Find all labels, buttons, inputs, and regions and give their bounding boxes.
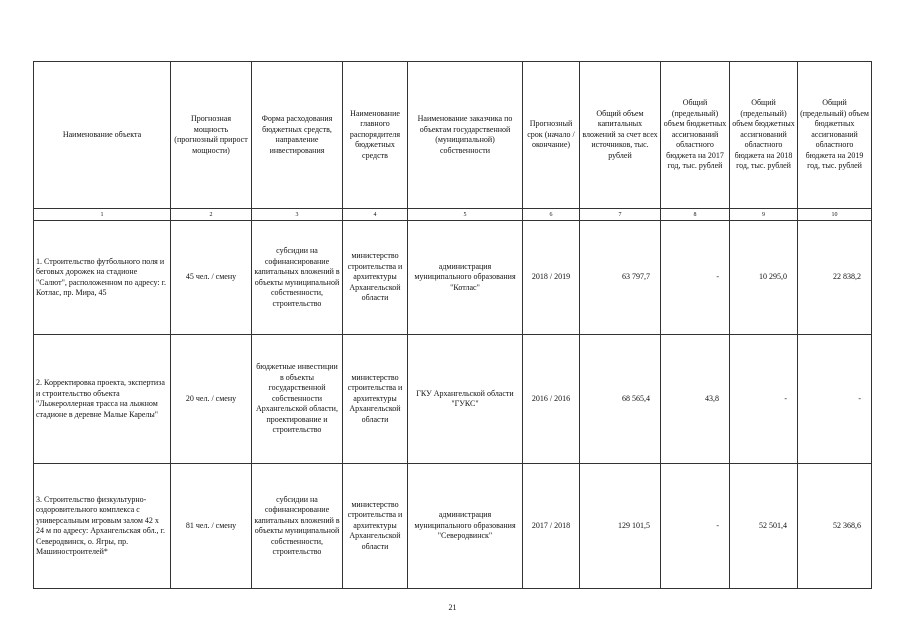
- cell-term: 2016 / 2016: [523, 335, 580, 464]
- header-term: Прогнозный срок (начало / окончание): [523, 62, 580, 209]
- capital-investment-table: [33, 61, 872, 589]
- cell-object-name: 2. Корректировка проекта, экспертиза и строительство объекта "Лыжероллерная трасса на лыжном стадионе в деревне Малые Карелы": [34, 335, 171, 464]
- header-capacity: Прогнозная мощность (прогнозный прирост мощности): [171, 62, 252, 209]
- cell-spending-form: бюджетные инвестиции в объекты государственной собственности Архангельской области, проектирование и строительство: [252, 335, 343, 464]
- cell-budget-2019: 22 838,2: [798, 221, 872, 335]
- cell-term: 2018 / 2019: [523, 221, 580, 335]
- cell-budget-2017: -: [661, 464, 730, 589]
- cell-total-investment: 129 101,5: [580, 464, 661, 589]
- cell-capacity: 45 чел. / смену: [171, 221, 252, 335]
- table-row: [34, 464, 872, 589]
- header-customer: Наименование заказчика по объектам государственной (муниципальной) собственности: [408, 62, 523, 209]
- header-spending-form: Форма расходования бюджетных средств, направление инвестирования: [252, 62, 343, 209]
- cell-object-name: 1. Строительство футбольного поля и беговых дорожек на стадионе "Салют", расположенном по адресу: г. Котлас, пр. Мира, 45: [34, 221, 171, 335]
- cell-term: 2017 / 2018: [523, 464, 580, 589]
- header-budget-2017: Общий (предельный) объем бюджетных ассигнований областного бюджета на 2017 год, тыс. рублей: [661, 62, 730, 209]
- cell-capacity: 81 чел. / смену: [171, 464, 252, 589]
- cell-total-investment: 63 797,7: [580, 221, 661, 335]
- header-budget-manager: Наименование главного распорядителя бюджетных средств: [343, 62, 408, 209]
- cell-budget-2019: -: [798, 335, 872, 464]
- column-number: 6: [523, 209, 580, 221]
- cell-customer: администрация муниципального образования "Котлас": [408, 221, 523, 335]
- header-budget-2019: Общий (предельный) объем бюджетных ассигнований областного бюджета на 2019 год, тыс. рублей: [798, 62, 872, 209]
- header-budget-2018: Общий (предельный) объем бюджетных ассигнований областного бюджета на 2018 год, тыс. рублей: [730, 62, 798, 209]
- cell-capacity: 20 чел. / смену: [171, 335, 252, 464]
- column-number: 4: [343, 209, 408, 221]
- cell-budget-2017: -: [661, 221, 730, 335]
- column-number: 2: [171, 209, 252, 221]
- column-number-row: [34, 209, 872, 221]
- cell-spending-form: субсидии на софинансирование капитальных вложений в объекты муниципальной собственности, строительство: [252, 464, 343, 589]
- table-row: [34, 221, 872, 335]
- cell-budget-2018: 52 501,4: [730, 464, 798, 589]
- cell-customer: администрация муниципального образования "Северодвинск": [408, 464, 523, 589]
- header-object-name: Наименование объекта: [34, 62, 171, 209]
- column-number: 10: [798, 209, 872, 221]
- column-number: 5: [408, 209, 523, 221]
- table-header-row: [34, 62, 872, 209]
- column-number: 8: [661, 209, 730, 221]
- cell-spending-form: субсидии на софинансирование капитальных вложений в объекты муниципальной собственности, строительство: [252, 221, 343, 335]
- cell-budget-2017: 43,8: [661, 335, 730, 464]
- column-number: 3: [252, 209, 343, 221]
- cell-budget-2019: 52 368,6: [798, 464, 872, 589]
- cell-budget-manager: министерство строительства и архитектуры Архангельской области: [343, 464, 408, 589]
- column-number: 9: [730, 209, 798, 221]
- cell-budget-manager: министерство строительства и архитектуры Архангельской области: [343, 335, 408, 464]
- cell-budget-2018: 10 295,0: [730, 221, 798, 335]
- cell-budget-2018: -: [730, 335, 798, 464]
- column-number: 7: [580, 209, 661, 221]
- cell-object-name: 3. Строительство физкультурно-оздоровительного комплекса с универсальным игровым залом 42 х 24 м по адресу: Архангельская обл., г. Северодвинск, о. Ягры, пр. Машиностроителей*: [34, 464, 171, 589]
- cell-budget-manager: министерство строительства и архитектуры Архангельской области: [343, 221, 408, 335]
- table-row: [34, 335, 872, 464]
- cell-total-investment: 68 565,4: [580, 335, 661, 464]
- page-number: 21: [448, 603, 457, 612]
- cell-customer: ГКУ Архангельской области "ГУКС": [408, 335, 523, 464]
- column-number: 1: [34, 209, 171, 221]
- header-total-investment: Общий объем капитальных вложений за счет всех источников, тыс. рублей: [580, 62, 661, 209]
